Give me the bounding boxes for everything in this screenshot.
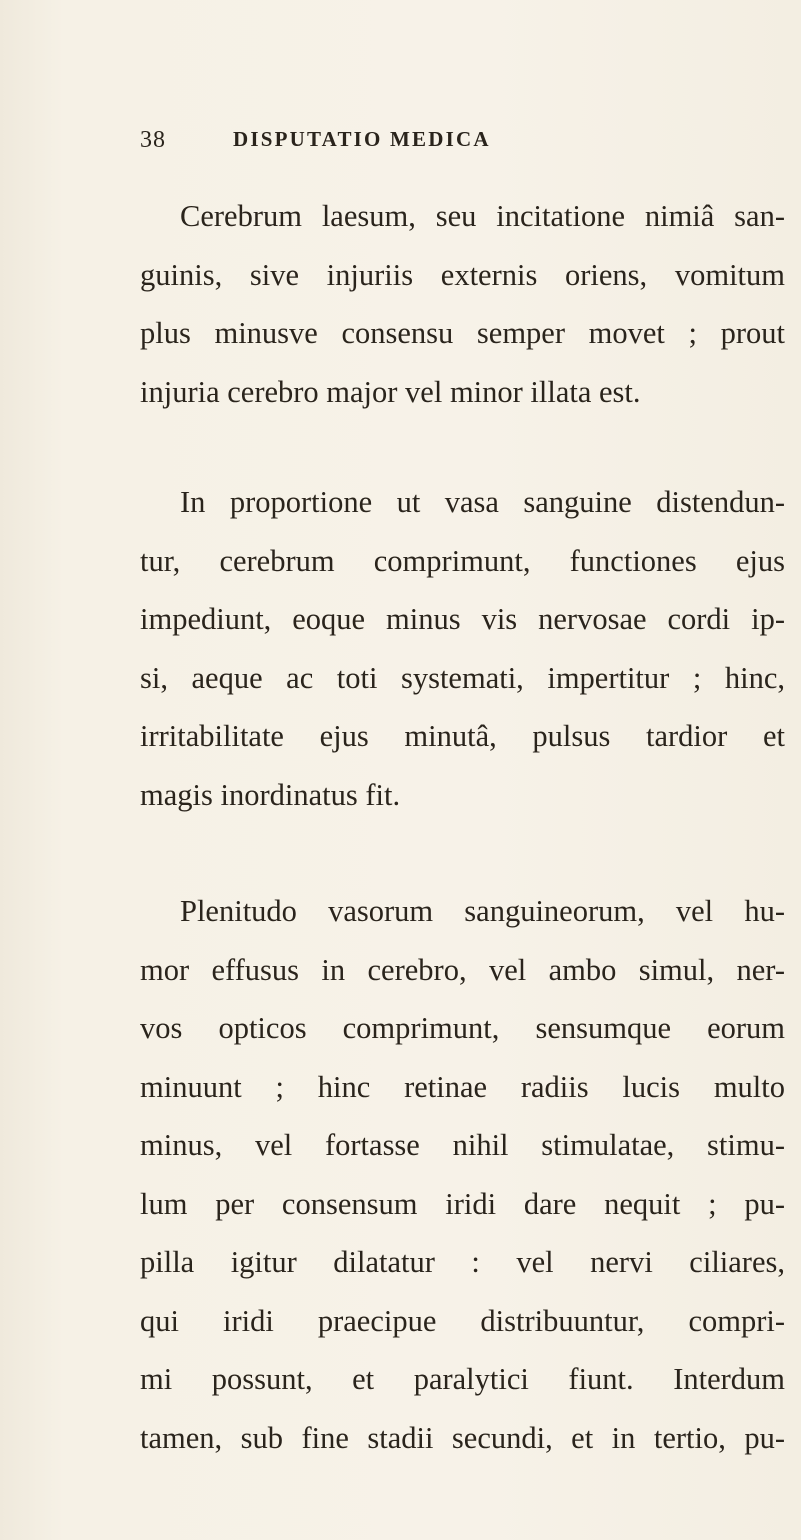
paragraph-3	[140, 882, 785, 1467]
text-line: mi possunt, et paralytici fiunt. Interdum	[140, 1362, 785, 1396]
text-line: guinis, sive injuriis externis oriens, vomitum	[140, 257, 785, 292]
paragraph-1	[140, 187, 785, 421]
text-line: si, aeque ac toti systemati, impertitur ; hinc,	[140, 660, 785, 695]
text-line: vos opticos comprimunt, sensumque eorum	[140, 1011, 785, 1045]
page-header	[0, 127, 801, 163]
paragraph-spacing	[140, 421, 785, 473]
paragraph-2	[140, 473, 785, 824]
paragraph-spacing	[140, 824, 785, 882]
text-line: impediunt, eoque minus vis nervosae cordi ip-	[140, 602, 785, 636]
text-line: injuria cerebro major vel minor illata est.	[140, 374, 641, 409]
running-title: DISPUTATIO MEDICA	[233, 127, 491, 151]
text-line: lum per consensum iridi dare nequit ; pu-	[140, 1186, 785, 1221]
text-line: tur, cerebrum comprimunt, functiones ejus	[140, 543, 785, 578]
text-line: Plenitudo vasorum sanguineorum, vel hu-	[180, 894, 785, 928]
body-text	[140, 187, 785, 1467]
text-line: In proportione ut vasa sanguine distendun-	[180, 485, 785, 519]
text-line: pilla igitur dilatatur : vel nervi ciliares,	[140, 1245, 785, 1279]
text-line: plus minusve consensu semper movet ; prout	[140, 316, 785, 350]
text-line: minus, vel fortasse nihil stimulatae, stimu-	[140, 1128, 785, 1162]
text-line: qui iridi praecipue distribuuntur, compri-	[140, 1303, 785, 1338]
page-number: 38	[140, 127, 166, 153]
text-line: Cerebrum laesum, seu incitatione nimiâ san-	[180, 199, 785, 233]
text-line: mor effusus in cerebro, vel ambo simul, ner-	[140, 952, 785, 987]
text-line: tamen, sub fine stadii secundi, et in tertio, pu-	[140, 1420, 785, 1455]
text-line: magis inordinatus fit.	[140, 777, 401, 812]
text-line: irritabilitate ejus minutâ, pulsus tardior et	[140, 719, 785, 753]
text-line: minuunt ; hinc retinae radiis lucis multo	[140, 1069, 785, 1104]
